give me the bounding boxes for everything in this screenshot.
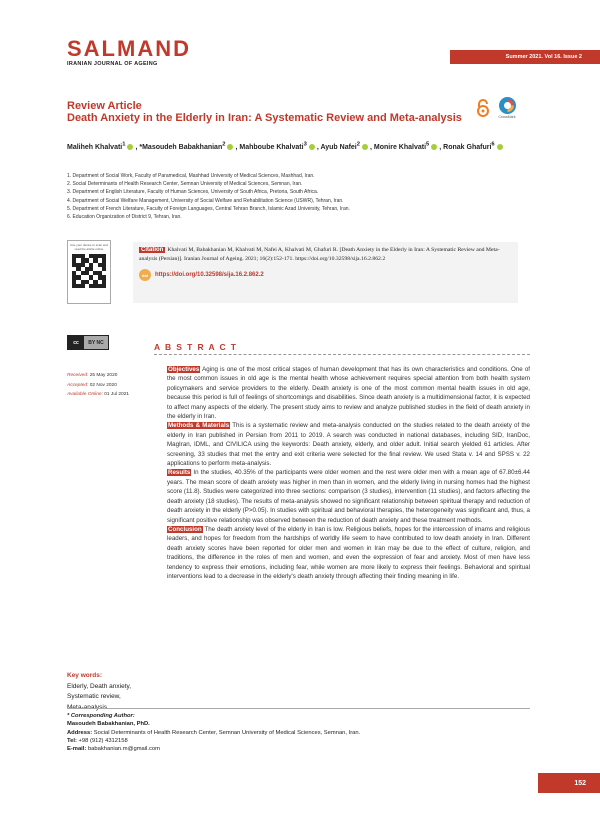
affiliation: 2. Social Determinants of Health Research Center, Semnan University of Medical Sciences, Semnan, Iran. [67,181,303,188]
cc-icon: cc [68,336,84,349]
abstract-heading: A B S T R A C T [154,342,238,352]
crossmark-label: CrossMark [498,115,516,119]
abstract-results: Results In the studies, 40.35% of the participants were older women and the rest were older men with a mean age of 67.80±6.44 years. The mean score of death anxiety was higher in men than in women, and the elderly living in nursing homes had the highest score (11.8). Studies were categorized into three sections: comparison (3 studies), intervention (11 studies), and factors affecting the death anxiety (18 studies). The results of meta-analysis showed no significant relationship between spiritual therapy and reduction of death anxiety in the elderly (P>0.05). In studies with spiritual and behavioral therapies, the heterogeneity was significant and, thus, a significant positive relationship was observed between the reduction of death anxiety and these treatment methods. [167,469,530,524]
doi-icon: doi [139,269,151,281]
open-access-icon [476,99,490,117]
orcid-icon[interactable] [227,144,233,150]
article-title: Death Anxiety in the Elderly in Iran: A Systematic Review and Meta-analysis [67,112,462,124]
crossmark-badge[interactable] [497,97,517,123]
author: Monire Khalvati$^5$ , [373,142,444,152]
orcid-icon[interactable] [309,144,315,150]
keyword-line: Elderly, Death anxiety, [67,682,132,690]
corresponding-address: Address: Social Determinants of Health Research Center, Semnan University of Medical Sciences, Semnan, Iran. [67,729,361,736]
cc-license-badge[interactable] [67,335,109,350]
corresponding-name: Masoudeh Babakhanian, PhD. [67,721,150,728]
citation-body: Khalvati M, Babakhanian M, Khalvati M, Nafei A, Khalvati M, Ghafuri R. [Death Anxiety in the Elderly in Iran: A Systematic Review and Meta-analysis (Persian)]. Iranian Journal of Ageing. 2021; 16(2):152-171. https://doi.org/10.32598/sija.16.2.862.2 [139,247,500,262]
orcid-icon[interactable] [497,144,503,150]
affiliation: 1. Department of Social Work, Faculty of Paramedical, Mashhad University of Medical Sciences, Mashhad, Iran. [67,173,315,179]
corresponding-tel: Tel: +98 (912) 4312158 [67,737,128,744]
author: Maliheh Khalvati$^1$ , [67,142,140,152]
keyword-line: Systematic review, [67,693,121,700]
keywords [67,671,131,713]
affiliation: 6. Education Organization of District 9, Tehran, Iran. [67,214,182,221]
author: *Masoudeh Babakhanian$^2$ , [139,142,240,152]
orcid-icon[interactable] [431,144,437,150]
corresponding-author [67,712,360,753]
doi-line [139,269,512,281]
keyword-line: Meta-analysis [67,703,108,711]
keywords-heading: Key words: [67,672,103,679]
abstract-objectives: Objectives Aging is one of the most critical stages of human development that has its own characteristics and conditions. One of the most common issues in old age is the mental health whose achievement requires special attention from both health system policymakers and service providers to the elderly. Death anxiety is one of the most common mental health issues in old age, because this period is full of feelings of shortcomings and disabilities. Since death anxiety is a multidimensional factor, it is expected to affect many aspects of the elderly. The present study aims to review and analyze published studies in the field of death anxiety in the elderly in Iran. [167,366,530,421]
citation-text [139,246,512,263]
affiliations [67,172,350,221]
affiliation: 3. Department of English Literature, Faculty of Human Sciences, University of South Africa, Pretoria, South Africa. [67,189,319,196]
online-date: Available Online: 01 Jul 2021 [67,392,130,397]
accepted-date: Accepted: 02 Nov 2020 [67,382,117,388]
issue-label: Summer 2021. Vol 16. Issue 2 [505,54,582,60]
corresponding-heading: * Corresponding Author: [67,713,135,719]
cc-by-nc-label: BY NC [88,339,104,346]
article-dates [67,371,129,400]
author-list [67,142,505,151]
author: Ayub Nafei$^2$ , [320,142,374,152]
qr-caption: Use your device to scan and read the article online [70,243,108,251]
corresponding-email: E-mail: babakhanian.m@gmail.com [67,746,160,753]
author: Mahboube Khalvati$^3$ , [239,142,321,152]
received-date: Received: 25 May 2020 [67,373,118,378]
footer-divider [67,708,530,709]
orcid-icon[interactable] [362,144,368,150]
journal-name: SALMAND [67,36,191,61]
abstract-body [167,365,530,581]
article-type: Review Article [67,100,142,112]
citation-box [133,242,518,303]
author: Ronak Ghafuri$^6$ [443,144,504,151]
doi-link[interactable]: https://doi.org/10.32598/sija.16.2.862.2 [155,272,264,278]
abstract-conclusion: Conclusion The death anxiety level of the elderly in Iran is low. Religious beliefs, hopes for the intercession of imams and religious leaders, and hopes for freedom from the hardships of worldly life seem to have contributed to low death anxiety in Iran. Different death anxiety scores have been reported for older men and women in Iran may be due to the effect of culture, religion, and traditions, the difference in the roles of men and women, and even the expression of fear and anxiety. Most of men have less tendency to express their emotions, including fear, while women are more likely to express their feelings. Behavioral and spiritual interventions lead to a decrease in the elderly's death anxiety through affecting their finding meaning in life. [167,525,531,580]
journal-logo [67,38,191,67]
journal-subtitle: IRANIAN JOURNAL OF AGEING [67,61,158,67]
qr-box [67,240,111,304]
qr-code-icon[interactable] [72,254,106,288]
crossmark-icon [499,97,516,114]
citation-label: Citation [141,247,164,253]
page-number: 152 [574,779,586,787]
orcid-icon[interactable] [127,144,133,150]
issue-bar [450,50,600,64]
affiliation: 5. Department of French Literature, Faculty of Foreign Languages, Central Tehran Branch, Islamic Azad University, Tehran, Iran. [67,205,350,212]
affiliation: 4. Department of Social Welfare Management, University of Social Welfare and Rehabilitation Science (USWR), Tehran, Iran. [67,197,344,204]
abstract-divider [154,354,530,355]
abstract-methods: Methods & Materials This is a systematic review and meta-analysis conducted on the studies related to the death anxiety of the elderly in Iran published in Persian from 2011 to 2019. A search was conducted in national databases, including SID, IranDoc, MagIran, IDML, and CIVILICA using the keywords: Death anxiety, elderly, and older adult. Initial search yielded 61 articles. After screening, 33 studies that met the entry and exit criteria were selected for the final review. We used Stata v. 14 and SPSS v. 22 applications to perform meta-analysis. [167,422,530,468]
page-number-bar [538,773,600,793]
